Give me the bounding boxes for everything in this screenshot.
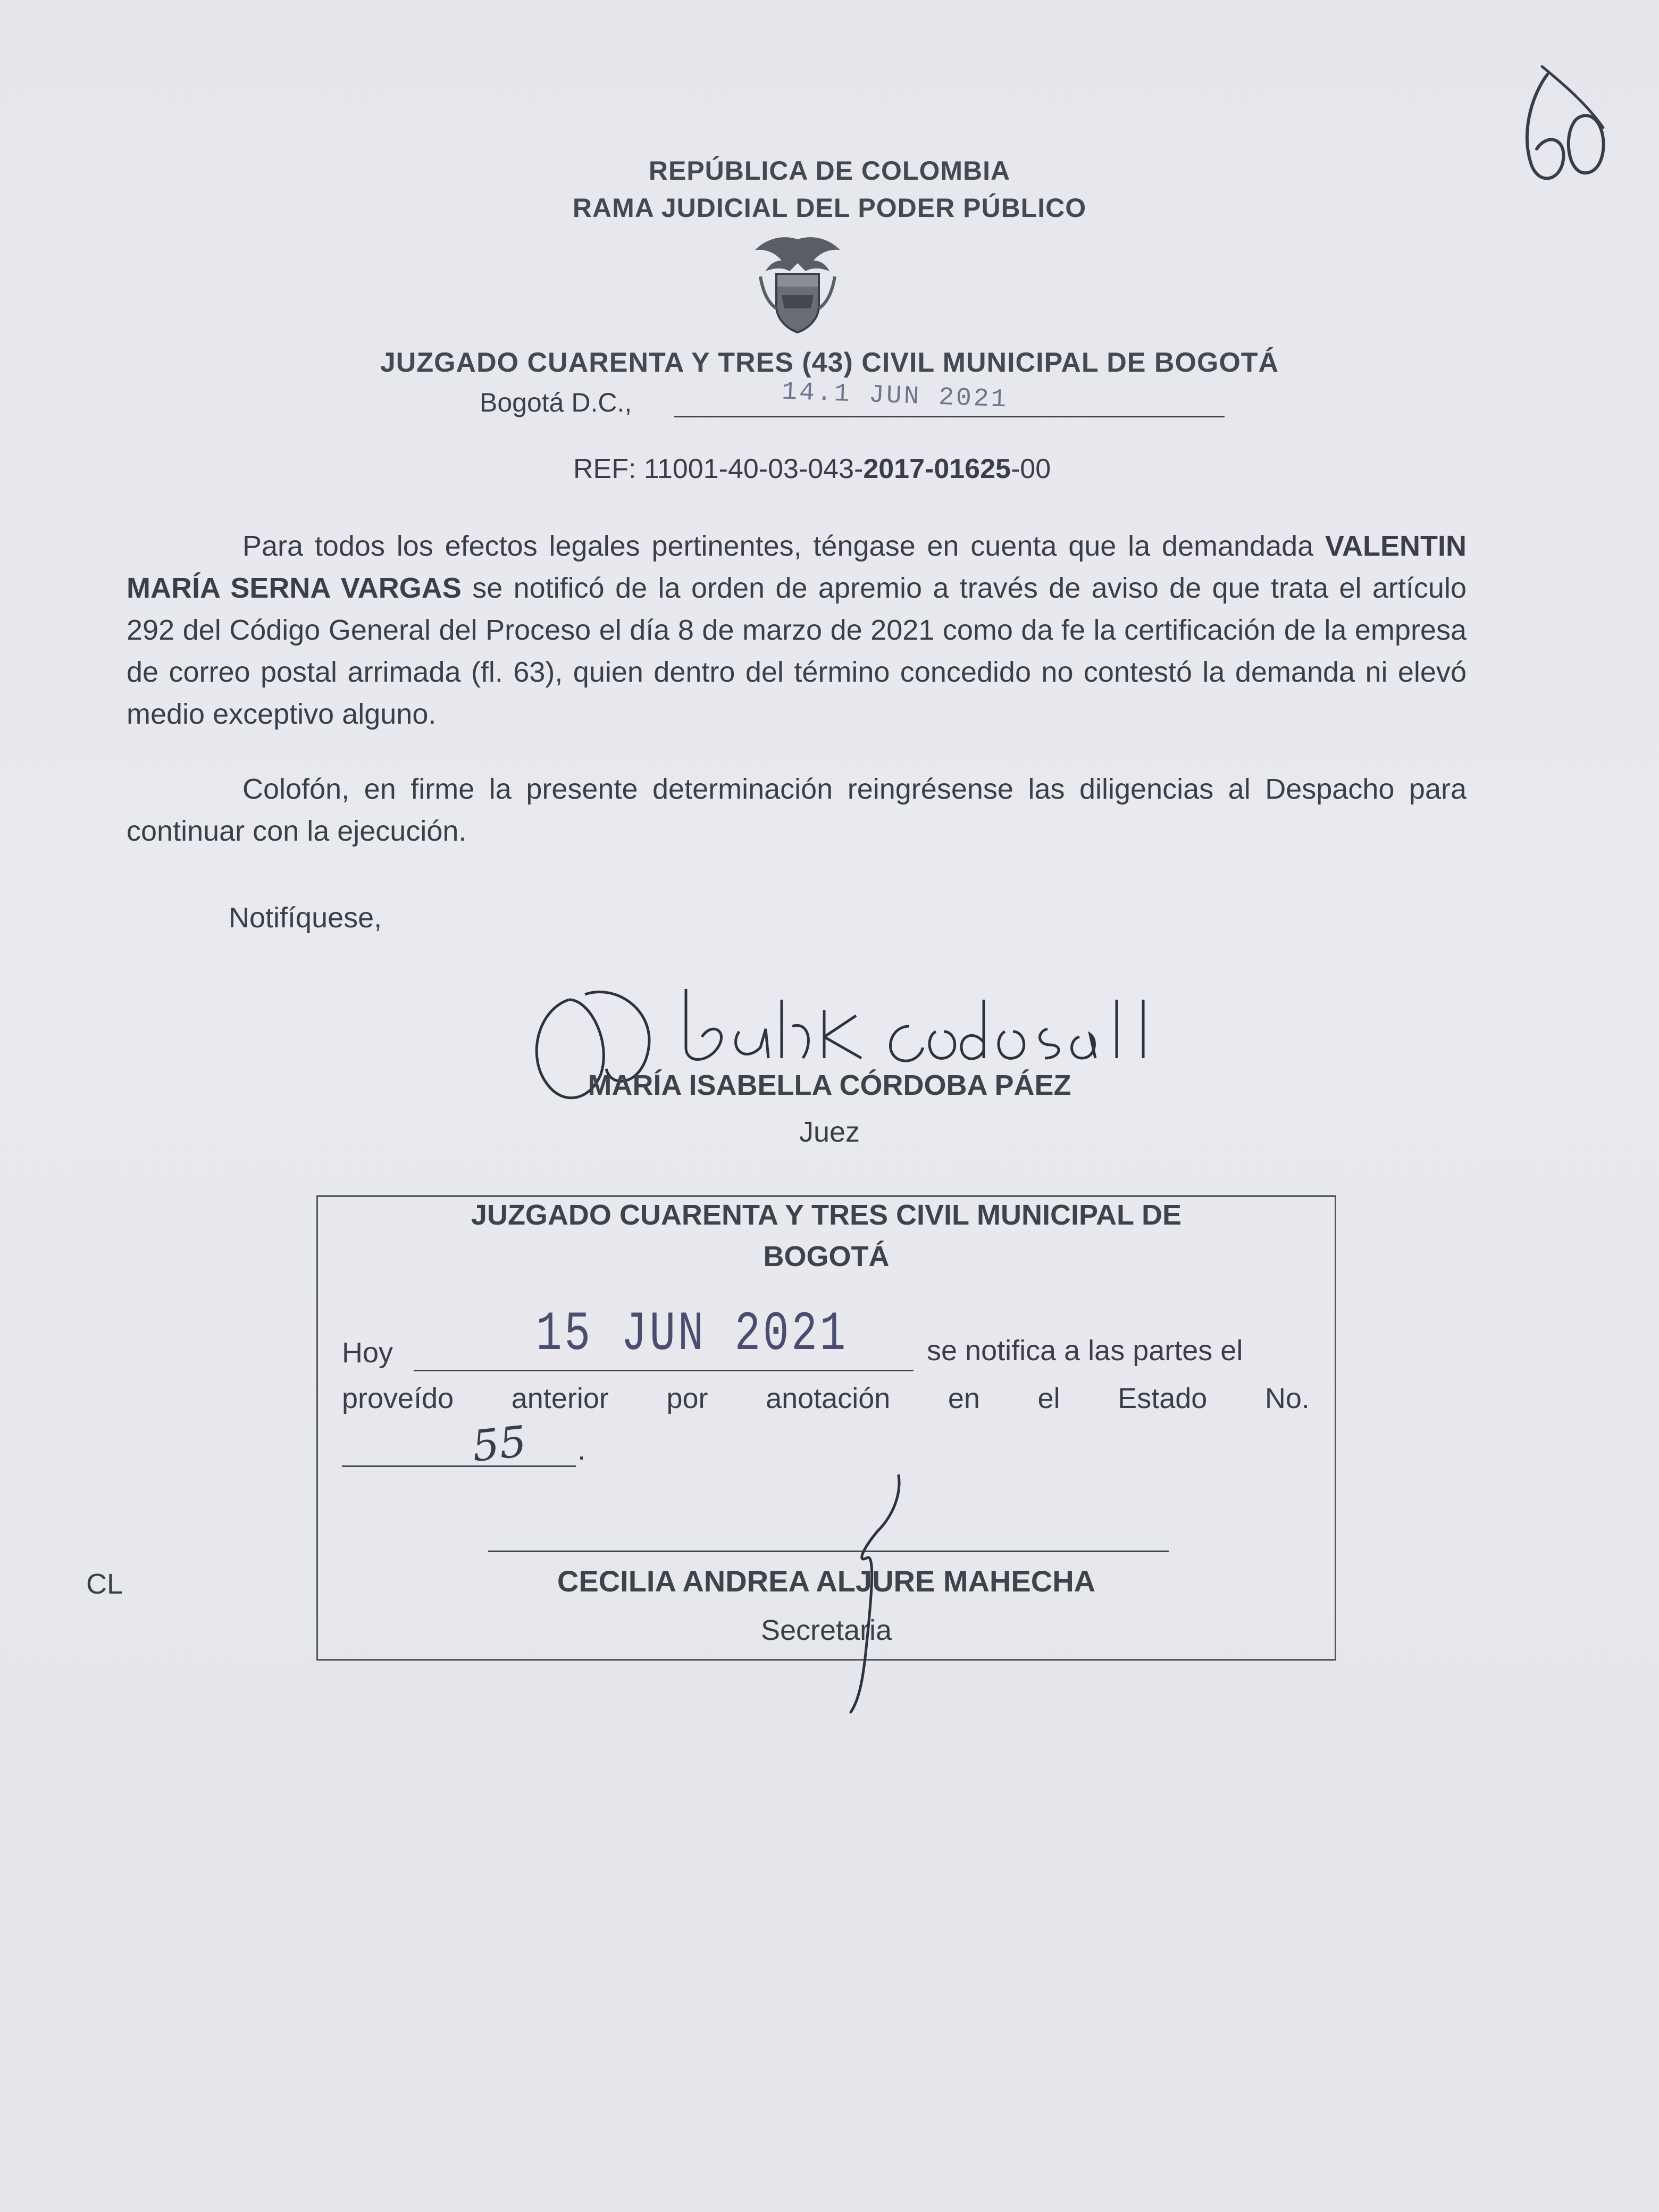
secretary-signature-line — [488, 1551, 1169, 1552]
judge-name: MARÍA ISABELLA CÓRDOBA PÁEZ — [588, 1069, 1071, 1101]
paragraph-colofon: Colofón, en firme la presente determinación reingrésense las diligencias al Despacho para continuar con la ejecución. — [127, 773, 1467, 847]
header-republic: REPÚBLICA DE COLOMBIA — [648, 156, 1011, 186]
notice-date-stamp: 15 JUN 2021 — [536, 1303, 848, 1366]
paragraph-notification: Para todos los efectos legales pertinentes, téngase en cuenta que la demandada VALENTIN MARÍA SERNA VARGAS se notificó de la orden de apremio a través de aviso de que trata el artículo 292 del Código General del Proceso el día 8 de marzo de 2021 como da fe la certificación de la empresa de correo postal arrimada (fl. 63), quien dentro del término concedido no contestó la demanda ni elevó medio exceptivo alguno. — [127, 530, 1467, 730]
judge-title: Juez — [799, 1116, 860, 1148]
judge-signature — [526, 978, 1218, 1127]
header-rama-judicial: RAMA JUDICIAL DEL PODER PÚBLICO — [572, 193, 1087, 223]
notice-line-2: proveído anterior por anotación en el Estado No. — [342, 1382, 1310, 1414]
estado-number-handwritten: 55 — [470, 1416, 529, 1472]
initials-cl: CL — [86, 1568, 123, 1600]
secretary-signature — [835, 1473, 909, 1717]
court-name: JUZGADO CUARENTA Y TRES (43) CIVIL MUNICIPAL DE BOGOTÁ — [380, 347, 1279, 378]
secretary-title: Secretaria — [760, 1614, 892, 1646]
coat-of-arms-icon — [744, 234, 851, 335]
notice-box-title: JUZGADO CUARENTA Y TRES CIVIL MUNICIPAL DE BOGOTÁ — [471, 1199, 1182, 1272]
hoy-label: Hoy — [342, 1337, 393, 1369]
notify-text: se notifica a las partes el — [927, 1335, 1243, 1367]
secretary-name: CECILIA ANDREA ALJURE MAHECHA — [557, 1564, 1096, 1598]
date-underline — [674, 416, 1225, 417]
hoy-underline — [414, 1370, 914, 1371]
closing-notifiquese: Notifíquese, — [229, 902, 382, 934]
reference-number: REF: 11001-40-03-043-2017-01625-00 — [573, 454, 1051, 484]
city-label: Bogotá D.C., — [480, 388, 632, 417]
decision-date-stamp: 14.1 JUN 2021 — [781, 378, 1009, 415]
estado-underline — [342, 1465, 576, 1467]
notification-box: JUZGADO CUARENTA Y TRES CIVIL MUNICIPAL DE BOGOTÁ Hoy 15 JUN 2021 se notifica a las partes el proveído anterior por anotación en el Estado No. . 55 CECILIA ANDREA ALJURE MAHECHA Secretaria — [316, 1195, 1336, 1661]
